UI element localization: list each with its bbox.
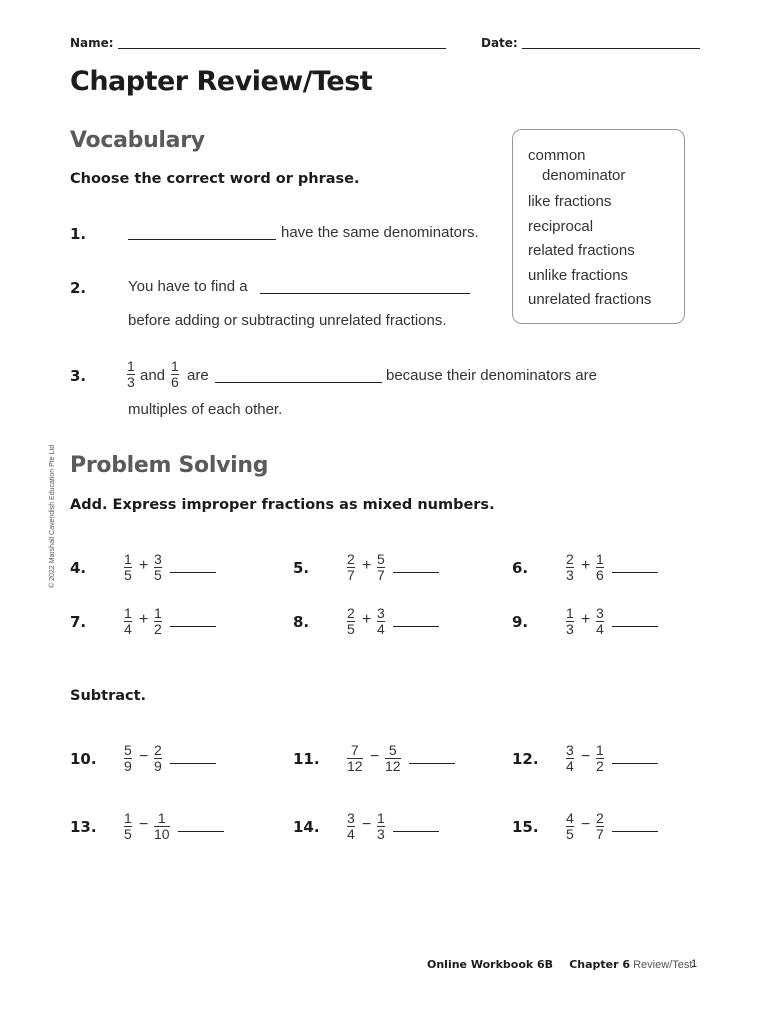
fraction	[377, 811, 385, 842]
date-label: Date:	[481, 36, 518, 50]
question-text: are	[187, 367, 209, 384]
operator: −	[139, 816, 149, 833]
fraction	[124, 743, 132, 774]
answer-blank[interactable]	[612, 831, 658, 832]
word-bank-item: common	[528, 147, 586, 164]
fraction	[154, 606, 162, 637]
name-label: Name:	[70, 36, 114, 50]
fraction	[347, 552, 355, 583]
problem-number: 12.	[512, 750, 539, 768]
copyright-notice: © 2022 Marshall Cavendish Education Pte Ltd	[49, 444, 56, 588]
denominator: 5	[347, 621, 355, 637]
problem-number: 10.	[70, 750, 97, 768]
numerator: 2	[596, 810, 604, 826]
fraction	[124, 606, 132, 637]
numerator: 1	[596, 551, 604, 567]
denominator: 2	[154, 621, 162, 637]
denominator: 4	[566, 758, 574, 774]
word-bank-item: unrelated fractions	[528, 291, 652, 308]
answer-blank[interactable]	[612, 626, 658, 627]
answer-blank[interactable]	[612, 763, 658, 764]
numerator: 1	[127, 358, 135, 374]
problem-number: 13.	[70, 818, 97, 836]
denominator: 12	[347, 758, 363, 774]
fraction	[347, 811, 355, 842]
denominator: 9	[124, 758, 132, 774]
answer-blank[interactable]	[260, 293, 470, 294]
denominator: 4	[347, 826, 355, 842]
denominator: 5	[154, 567, 162, 583]
question-text: multiples of each other.	[128, 401, 283, 418]
problem-solving-heading: Problem Solving	[70, 453, 269, 478]
answer-blank[interactable]	[612, 572, 658, 573]
denominator: 12	[385, 758, 401, 774]
problem-number: 15.	[512, 818, 539, 836]
denominator: 3	[566, 567, 574, 583]
numerator: 3	[566, 742, 574, 758]
fraction	[124, 811, 132, 842]
fraction	[347, 606, 355, 637]
numerator: 1	[566, 605, 574, 621]
numerator: 5	[124, 742, 132, 758]
operator: +	[581, 611, 591, 628]
footer	[427, 958, 692, 971]
word-bank	[512, 129, 685, 324]
operator: +	[139, 557, 149, 574]
question-text: You have to find a	[128, 278, 248, 295]
name-field[interactable]	[118, 48, 446, 49]
numerator: 2	[154, 742, 162, 758]
numerator: 1	[596, 742, 604, 758]
problem-number: 7.	[70, 613, 87, 631]
answer-blank[interactable]	[409, 763, 455, 764]
operator: −	[581, 748, 591, 765]
problem-number: 5.	[293, 559, 310, 577]
fraction	[566, 743, 574, 774]
word-bank-item: unlike fractions	[528, 266, 629, 284]
fraction	[596, 811, 604, 842]
page-title: Chapter Review/Test	[70, 66, 373, 97]
numerator: 1	[124, 605, 132, 621]
problem-number: 6.	[512, 559, 529, 577]
fraction	[377, 552, 385, 583]
operator: +	[139, 611, 149, 628]
fraction	[154, 811, 170, 842]
problem-number: 11.	[293, 750, 320, 768]
operator: +	[362, 611, 372, 628]
denominator: 2	[596, 758, 604, 774]
question-text: and	[140, 367, 166, 384]
footer-suffix: Review/Test	[633, 959, 693, 971]
fraction	[566, 552, 574, 583]
numerator: 2	[566, 551, 574, 567]
numerator: 1	[124, 810, 132, 826]
denominator: 6	[596, 567, 604, 583]
numerator: 1	[377, 810, 385, 826]
footer-chapter: Chapter 6	[569, 958, 631, 971]
add-instruction: Add. Express improper fractions as mixed numbers.	[70, 497, 495, 513]
vocabulary-instruction: Choose the correct word or phrase.	[70, 171, 360, 187]
numerator: 3	[377, 605, 385, 621]
subtract-instruction: Subtract.	[70, 688, 147, 704]
operator: +	[581, 557, 591, 574]
numerator: 5	[388, 742, 397, 758]
problem-number: 9.	[512, 613, 529, 631]
answer-blank[interactable]	[170, 572, 216, 573]
question-text: have the same denominators.	[281, 224, 479, 241]
fraction	[127, 359, 135, 390]
numerator: 1	[157, 810, 166, 826]
answer-blank[interactable]	[170, 626, 216, 627]
denominator: 5	[124, 567, 132, 583]
fraction	[596, 552, 604, 583]
question-text: because their denominators are	[386, 367, 597, 384]
denominator: 5	[124, 826, 132, 842]
page-number: 1	[691, 958, 698, 970]
answer-blank[interactable]	[393, 831, 439, 832]
problem-number: 8.	[293, 613, 310, 631]
numerator: 5	[377, 551, 385, 567]
fraction	[385, 743, 401, 774]
denominator: 3	[127, 374, 135, 390]
word-bank-item: denominator	[542, 167, 626, 184]
question-number: 2.	[70, 279, 87, 297]
operator: −	[370, 748, 380, 765]
denominator: 7	[377, 567, 385, 583]
answer-blank[interactable]	[215, 382, 382, 383]
fraction	[596, 606, 604, 637]
word-bank-item: related fractions	[528, 242, 635, 259]
answer-blank[interactable]	[128, 239, 276, 240]
denominator: 7	[347, 567, 355, 583]
word-bank-item: reciprocal	[528, 217, 594, 235]
denominator: 4	[377, 621, 385, 637]
denominator: 6	[171, 374, 179, 390]
operator: −	[139, 748, 149, 765]
fraction	[377, 606, 385, 637]
fraction	[124, 552, 132, 583]
denominator: 4	[596, 621, 604, 637]
denominator: 5	[566, 826, 574, 842]
numerator: 2	[347, 551, 355, 567]
date-field[interactable]	[522, 48, 700, 49]
fraction	[347, 743, 363, 774]
numerator: 3	[154, 551, 162, 567]
answer-blank[interactable]	[170, 763, 216, 764]
fraction	[171, 359, 179, 390]
numerator: 4	[566, 810, 574, 826]
fraction	[154, 743, 162, 774]
denominator: 7	[596, 826, 604, 842]
denominator: 9	[154, 758, 162, 774]
numerator: 3	[347, 810, 355, 826]
fraction	[566, 606, 574, 637]
numerator: 1	[154, 605, 162, 621]
answer-blank[interactable]	[178, 831, 224, 832]
vocabulary-heading: Vocabulary	[70, 128, 205, 153]
answer-blank[interactable]	[393, 626, 439, 627]
answer-blank[interactable]	[393, 572, 439, 573]
denominator: 3	[377, 826, 385, 842]
numerator: 1	[124, 551, 132, 567]
denominator: 4	[124, 621, 132, 637]
numerator: 7	[350, 742, 359, 758]
problem-number: 14.	[293, 818, 320, 836]
operator: −	[362, 816, 372, 833]
denominator: 10	[154, 826, 170, 842]
operator: −	[581, 816, 591, 833]
fraction	[566, 811, 574, 842]
numerator: 1	[171, 358, 179, 374]
numerator: 2	[347, 605, 355, 621]
operator: +	[362, 557, 372, 574]
question-number: 1.	[70, 225, 87, 243]
denominator: 3	[566, 621, 574, 637]
question-number: 3.	[70, 367, 87, 385]
numerator: 3	[596, 605, 604, 621]
fraction	[596, 743, 604, 774]
question-text: before adding or subtracting unrelated fractions.	[128, 312, 447, 329]
fraction	[154, 552, 162, 583]
word-bank-item: like fractions	[528, 193, 612, 210]
footer-workbook: Online Workbook 6B	[427, 958, 554, 971]
problem-number: 4.	[70, 559, 87, 577]
